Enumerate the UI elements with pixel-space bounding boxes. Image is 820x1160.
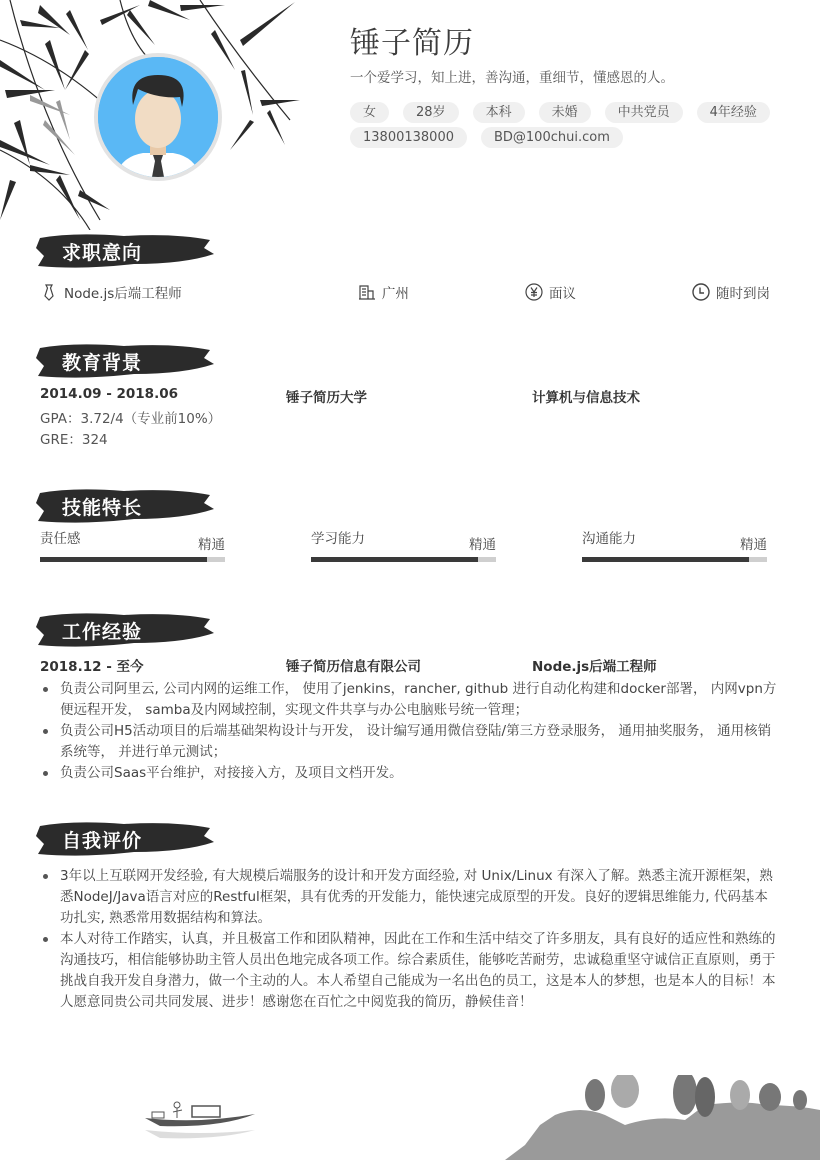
section-skills [40,485,780,562]
tag-phone: 13800138000 [350,127,467,148]
building-icon [358,283,376,301]
section-education [40,340,780,451]
tag-experience: 4年经验 [697,102,770,123]
work-duty: 负责公司H5活动项目的后端基础架构设计与开发， 设计编写通用微信登陆/第三方登录服务， 通用抽奖服务， 通用核销系统等， 并进行单元测试； [40,721,780,763]
skill-bar-fill [311,557,478,562]
education-gpa: GPA：3.72/4（专业前10%） [40,411,222,427]
tag-political: 中共党员 [605,102,683,123]
intent-city: 广州 [358,282,409,302]
self-evaluation-item: 3年以上互联网开发经验, 有大规模后端服务的设计和开发方面经验, 对 Unix/Linux 有深入了解。熟悉主流开源框架，熟悉NodeJ/Java语言对应的Restful框架，具有优秀的开发能力，能快速完成原型的开发。良好的逻辑思维能力, 代码基本功扎实, 熟悉常用数据结构和算法。 [40,866,780,929]
education-school: 锤子简历大学 [286,390,367,406]
profile-tags [350,102,780,148]
section-job-intent [40,230,780,302]
education-period: 2014.09 - 2018.06 [40,386,178,402]
tie-icon [40,283,58,301]
work-duty: 负责公司Saas平台维护，对接接入方，及项目文档开发。 [40,763,780,784]
section-self-evaluation [40,818,780,1013]
tag-gender: 女 [350,102,389,123]
skill-level: 精通 [469,537,496,553]
skill-item [582,527,767,562]
self-evaluation-item: 本人对待工作踏实，认真，并且极富工作和团队精神，因此在工作和生活中结交了许多朋友，具有良好的适应性和熟练的沟通技巧，相信能够协助主管人员出色地完成各项工作。综合素质佳，能够吃苦耐劳，忠诚稳重坚守诚信正直原则，勇于挑战自我开发自身潜力，做一个主动的人。本人希望自己能成为一名出色的员工，这是本人的梦想，也是本人的目标！本人愿意同贵公司共同发展、进步！感谢您在百忙之中阅览我的简历，静候佳音！ [40,929,780,1013]
skill-name: 学习能力 [311,531,365,547]
tag-degree: 本科 [473,102,525,123]
skill-bar [40,557,225,562]
section-title: 技能特长 [40,485,215,527]
yen-icon [525,283,543,301]
candidate-name: 锤子简历 [350,26,474,61]
section-title: 工作经验 [40,609,215,651]
intent-availability: 随时到岗 [692,282,770,302]
work-position: Node.js后端工程师 [532,659,657,675]
skill-bar [311,557,496,562]
intent-salary: 面议 [525,282,576,302]
section-work [40,609,780,784]
tag-email: BD@100chui.com [481,127,623,148]
work-duty: 负责公司阿里云, 公司内网的运维工作， 使用了jenkins，rancher, github 进行自动化构建和docker部署， 内网vpn方便远程开发， samba及内网域控制，实现文件共享与办公电脑账号统一管理； [40,679,780,721]
landscape-decoration [505,1075,820,1160]
work-duties [40,679,780,784]
tag-marital: 未婚 [539,102,591,123]
self-evaluation-list [40,866,780,1013]
boat-decoration [140,1100,260,1150]
skill-level: 精通 [740,537,767,553]
skill-name: 沟通能力 [582,531,636,547]
work-row [40,655,780,675]
motto: 一个爱学习，知上进，善沟通，重细节，懂感恩的人。 [350,70,674,86]
section-title: 教育背景 [40,340,215,382]
tag-age: 28岁 [403,102,459,123]
work-company: 锤子简历信息有限公司 [286,659,421,675]
education-gre: GRE：324 [40,432,108,448]
skill-bar-fill [582,557,749,562]
section-title: 自我评价 [40,818,215,860]
clock-icon [692,283,710,301]
skill-bar-fill [40,557,207,562]
education-major: 计算机与信息技术 [532,390,640,406]
avatar-illustration [98,57,218,177]
work-period: 2018.12 - 至今 [40,659,144,675]
intent-position: Node.js后端工程师 [40,282,182,302]
skill-item [311,527,496,562]
skill-name: 责任感 [40,531,81,547]
skill-item [40,527,225,562]
education-row [40,386,780,406]
skill-level: 精通 [198,537,225,553]
avatar [94,53,222,181]
skill-bar [582,557,767,562]
section-title: 求职意向 [40,230,215,272]
profile-header [350,24,790,148]
